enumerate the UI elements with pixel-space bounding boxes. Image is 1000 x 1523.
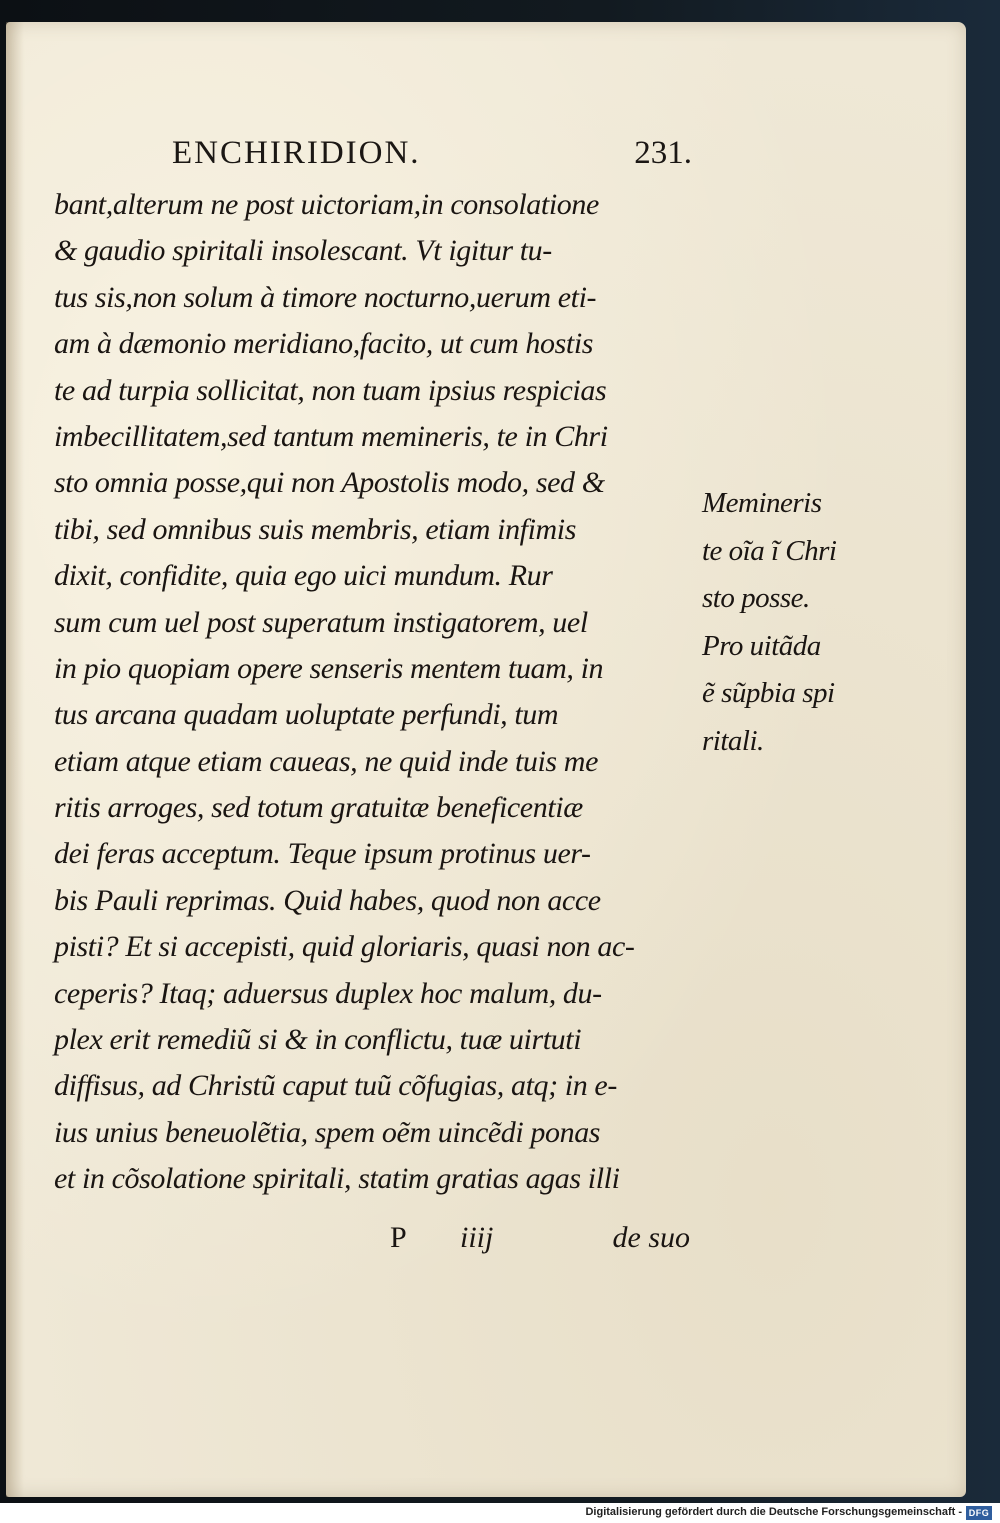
text-line: plex erit remediũ si & in conflictu, tuæ uirtuti xyxy=(54,1023,582,1057)
text-line: dixit, confidite, quia ego uici mundum. Rur xyxy=(54,559,553,593)
running-title: ENCHIRIDION. xyxy=(172,135,421,171)
marginal-note xyxy=(702,480,872,765)
text-line: bis Pauli reprimas. Quid habes, quod non acce xyxy=(54,883,601,917)
page-footer xyxy=(390,1221,690,1263)
text-line: tibi, sed omnibus suis membris, etiam infimis xyxy=(54,512,577,546)
body-text xyxy=(54,182,694,1203)
text-line: te ad turpia sollicitat, non tuam ipsius respicias xyxy=(54,373,607,407)
text-line: sum cum uel post superatum instigatorem, uel xyxy=(54,605,588,639)
text-line: ceperis? Itaq; aduersus duplex hoc malum, du- xyxy=(54,976,602,1010)
text-line: & gaudio spiritali insolescant. Vt igitur tu- xyxy=(54,234,552,268)
margin-line: ritali. xyxy=(702,724,764,757)
margin-line: Memineris xyxy=(702,487,822,519)
folio-number: 231. xyxy=(634,135,692,171)
funding-credit: Digitalisierung gefördert durch die Deutsche Forschungsgemeinschaft - xyxy=(585,1506,962,1518)
text-line: bant,alterum ne post uictoriam,in consolatione xyxy=(54,188,599,221)
margin-line: sto posse. xyxy=(702,582,810,614)
margin-line: te oĩa ĩ Chri xyxy=(702,534,837,567)
margin-line: Pro uitãda xyxy=(702,629,821,662)
signature-number: iiij xyxy=(460,1221,494,1254)
text-line: dei feras acceptum. Teque ipsum protinus uer- xyxy=(54,837,591,871)
text-line: diffisus, ad Christũ caput tuũ cõfugias, atq; in e- xyxy=(54,1069,617,1103)
text-line: in pio quopiam opere senseris mentem tuam, in xyxy=(54,651,604,685)
margin-line: ẽ sũpbia spi xyxy=(702,677,835,709)
signature-letter: P xyxy=(390,1221,407,1254)
text-line: etiam atque etiam caueas, ne quid inde tuis me xyxy=(54,744,598,778)
text-line: tus arcana quadam uoluptate perfundi, tum xyxy=(54,698,559,732)
dfg-logo-icon: DFG xyxy=(966,1506,992,1520)
running-header xyxy=(172,135,692,175)
text-line: pisti? Et si accepisti, quid gloriaris, quasi non ac- xyxy=(54,930,635,964)
text-line: ius unius beneuolẽtia, spem oẽm uincẽdi ponas xyxy=(54,1115,601,1149)
text-line: tus sis,non solum à timore nocturno,uerum eti- xyxy=(54,280,597,314)
text-line: imbecillitatem,sed tantum memineris, te in Chri xyxy=(54,419,608,453)
text-line: sto omnia posse,qui non Apostolis modo, sed & xyxy=(54,466,605,500)
text-line: et in cõsolatione spiritali, statim gratias agas illi xyxy=(54,1162,620,1196)
text-line: am à dæmonio meridiano,facito, ut cum hostis xyxy=(54,327,594,361)
credit-bar xyxy=(0,1503,1000,1523)
catchword: de suo xyxy=(612,1221,690,1254)
text-line: ritis arroges, sed totum gratuitæ beneficentiæ xyxy=(54,791,583,825)
